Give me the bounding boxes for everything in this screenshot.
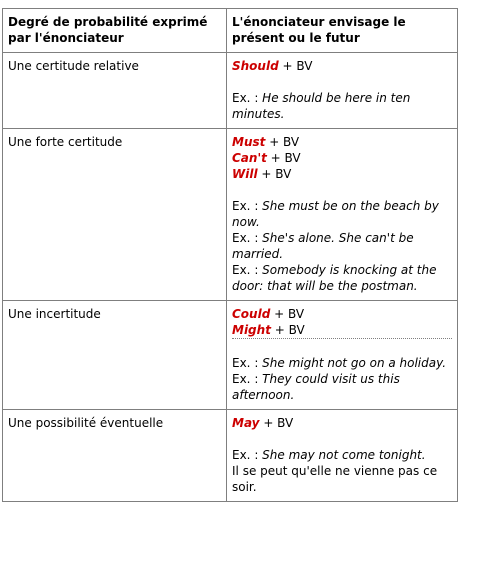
modal-word: Should	[232, 59, 279, 73]
example-line	[232, 355, 452, 371]
degree-cell: Une forte certitude	[3, 129, 227, 301]
modal-line	[232, 166, 452, 182]
table-row	[3, 53, 458, 129]
modal-suffix: + BV	[259, 416, 294, 430]
modal-line	[232, 322, 452, 339]
example-line	[232, 447, 452, 463]
example-text: She may not come tonight.	[262, 448, 426, 462]
modal-suffix: + BV	[278, 59, 313, 73]
usage-cell	[227, 129, 458, 301]
example-line	[232, 90, 452, 122]
example-line	[232, 198, 452, 230]
translation-note: Il se peut qu'elle ne vienne pas ce soir.	[232, 464, 438, 494]
example-prefix: Ex. :	[232, 448, 263, 462]
example-text: Somebody is knocking at the door: that will be the postman.	[232, 263, 437, 293]
example-text: They could visit us this afternoon.	[232, 372, 400, 402]
table-row	[3, 129, 458, 301]
example-prefix: Ex. :	[232, 372, 263, 386]
example-text: She must be on the beach by now.	[232, 199, 439, 229]
modal-word: Will	[232, 167, 258, 181]
modal-line	[232, 150, 452, 166]
example-text: He should be here in ten minutes.	[232, 91, 411, 121]
modal-suffix: + BV	[270, 307, 305, 321]
example-line	[232, 262, 452, 294]
degree-cell: Une possibilité éventuelle	[3, 410, 227, 502]
example-prefix: Ex. :	[232, 263, 263, 277]
examples	[232, 198, 452, 294]
modal-suffix: + BV	[270, 323, 305, 337]
usage-cell	[227, 410, 458, 502]
modal-word: Might	[232, 323, 271, 337]
header-degree: Degré de probabilité exprimé par l'énonciateur	[3, 9, 227, 53]
example-prefix: Ex. :	[232, 231, 263, 245]
table-header-row	[3, 9, 458, 53]
modal-word: Could	[232, 307, 271, 321]
modal-line	[232, 134, 452, 150]
modal-line	[232, 415, 452, 431]
example-text: She might not go on a holiday.	[262, 356, 447, 370]
modal-suffix: + BV	[257, 167, 292, 181]
usage-cell	[227, 301, 458, 410]
modal-line	[232, 58, 452, 74]
modal-word: Must	[232, 135, 266, 149]
table-row	[3, 410, 458, 502]
header-present-future: L'énonciateur envisage le présent ou le futur	[227, 9, 458, 53]
example-prefix: Ex. :	[232, 199, 263, 213]
example-line	[232, 230, 452, 262]
table-row	[3, 301, 458, 410]
example-prefix: Ex. :	[232, 356, 263, 370]
examples	[232, 355, 452, 403]
example-prefix: Ex. :	[232, 91, 263, 105]
example-line	[232, 371, 452, 403]
degree-cell: Une certitude relative	[3, 53, 227, 129]
modal-suffix: + BV	[266, 151, 301, 165]
examples	[232, 90, 452, 122]
degree-cell: Une incertitude	[3, 301, 227, 410]
example-text: She's alone. She can't be married.	[232, 231, 414, 261]
modal-suffix: + BV	[265, 135, 300, 149]
modal-word: Can't	[232, 151, 267, 165]
modal-line	[232, 306, 452, 322]
probability-table	[2, 8, 458, 502]
examples	[232, 447, 452, 495]
usage-cell	[227, 53, 458, 129]
modal-word: May	[232, 416, 260, 430]
